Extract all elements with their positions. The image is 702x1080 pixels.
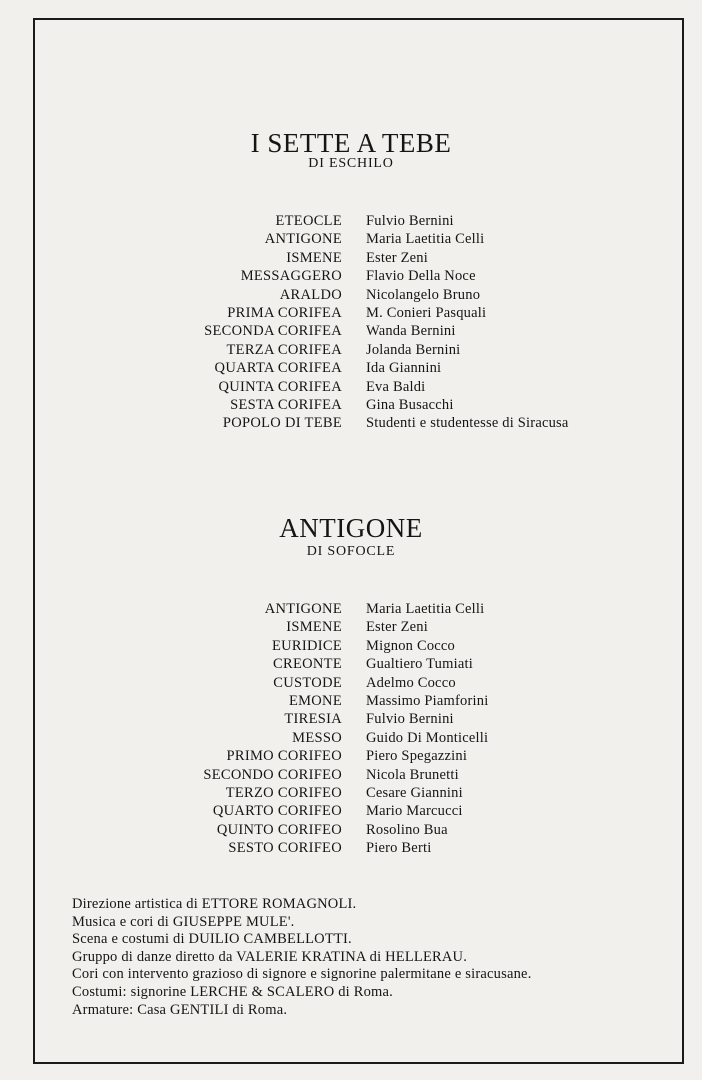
cast-row (0, 618, 702, 636)
performer-name: Mignon Cocco (366, 637, 455, 654)
play-author-eschilo: DI ESCHILO (308, 156, 394, 171)
performer-name: Maria Laetitia Celli (366, 231, 485, 248)
cast-row (0, 729, 702, 747)
performer-name: Wanda Bernini (366, 323, 456, 340)
character-name: ANTIGONE (264, 231, 342, 248)
play-author-sofocle: DI SOFOCLE (306, 544, 396, 559)
character-name: MESSO (292, 729, 342, 746)
performer-name: Adelmo Cocco (366, 674, 456, 691)
performer-name: Flavio Della Noce (366, 268, 476, 285)
character-name: SECONDA CORIFEA (204, 323, 342, 340)
performer-name: Guido Di Monticelli (366, 729, 489, 746)
cast-row (0, 766, 702, 784)
character-name: ARALDO (279, 286, 342, 303)
character-name: EURIDICE (271, 637, 342, 654)
cast-row (0, 784, 702, 802)
performer-name: Piero Berti (366, 840, 432, 857)
performer-name: Nicolangelo Bruno (366, 286, 481, 303)
character-name: PRIMO CORIFEO (226, 748, 342, 765)
character-name: QUARTA CORIFEA (214, 360, 342, 377)
cast-row (0, 821, 702, 839)
credit-line: Direzione artistica di ETTORE ROMAGNOLI. (72, 896, 357, 912)
character-name: CREONTE (273, 656, 342, 673)
character-name: ISMENE (286, 249, 342, 266)
credit-line: Scena e costumi di DUILIO CAMBELLOTTI. (72, 931, 352, 948)
character-name: SECONDO CORIFEO (203, 766, 342, 783)
cast-row (0, 637, 702, 655)
cast-row (0, 802, 702, 820)
character-name: PRIMA CORIFEA (227, 304, 342, 321)
play-title-sette-a-tebe: I SETTE A TEBE (250, 128, 452, 158)
cast-row (0, 359, 702, 377)
performer-name: Piero Spegazzini (366, 748, 468, 765)
character-name: MESSAGGERO (240, 268, 342, 285)
cast-row (0, 414, 702, 432)
character-name: EMONE (288, 692, 342, 709)
performer-name: Rosolino Bua (366, 821, 448, 838)
cast-row (0, 267, 702, 285)
cast-row (0, 692, 702, 710)
credit-line: Musica e cori di GIUSEPPE MULE'. (72, 913, 295, 930)
performer-name: Fulvio Bernini (366, 711, 454, 728)
cast-row (0, 249, 702, 267)
character-name: TERZA CORIFEA (226, 341, 342, 358)
character-name: POPOLO DI TEBE (222, 415, 342, 432)
character-name: ANTIGONE (264, 601, 342, 617)
cast-row (0, 747, 702, 765)
performer-name: Maria Laetitia Celli (366, 601, 485, 617)
cast-row (0, 322, 702, 340)
cast-row (0, 600, 702, 618)
performer-name: Gina Busacchi (366, 396, 454, 413)
cast-row (0, 230, 702, 248)
cast-row (0, 286, 702, 304)
credit-line: Costumi: signorine LERCHE & SCALERO di Roma. (72, 983, 393, 1000)
cast-list-sette-a-tebe (0, 212, 702, 433)
character-name: TIRESIA (284, 711, 342, 728)
performer-name: Ester Zeni (366, 619, 428, 636)
performer-name: Massimo Piamforini (366, 692, 489, 709)
performer-name: Cesare Giannini (366, 784, 463, 801)
performer-name: Mario Marcucci (366, 803, 463, 820)
cast-row (0, 710, 702, 728)
cast-row (0, 341, 702, 359)
performer-name: Nicola Brunetti (366, 766, 459, 783)
performer-name: Ida Giannini (366, 360, 442, 377)
character-name: QUINTA CORIFEA (218, 378, 342, 395)
performer-name: M. Conieri Pasquali (366, 304, 487, 321)
character-name: TERZO CORIFEO (225, 784, 342, 801)
character-name: QUARTO CORIFEO (212, 803, 342, 820)
character-name: ETEOCLE (275, 213, 342, 229)
cast-row (0, 378, 702, 396)
performer-name: Studenti e studentesse di Siracusa (366, 415, 569, 432)
cast-row (0, 304, 702, 322)
credit-line: Armature: Casa GENTILI di Roma. (72, 1001, 288, 1018)
performer-name: Ester Zeni (366, 249, 428, 266)
cast-row (0, 655, 702, 673)
character-name: QUINTO CORIFEO (216, 821, 342, 838)
performer-name: Eva Baldi (366, 378, 426, 395)
credit-line: Gruppo di danze diretto da VALERIE KRATINA di HELLERAU. (72, 948, 468, 965)
cast-row (0, 396, 702, 414)
credit-line: Cori con intervento grazioso di signore e signorine palermitane e siracusane. (72, 966, 532, 983)
cast-row (0, 839, 702, 857)
character-name: ISMENE (286, 619, 342, 636)
character-name: SESTA CORIFEA (230, 396, 342, 413)
performer-name: Jolanda Bernini (366, 341, 461, 358)
character-name: SESTO CORIFEO (228, 840, 342, 857)
play-title-antigone: ANTIGONE (279, 513, 423, 543)
cast-list-antigone (0, 600, 702, 857)
cast-row (0, 674, 702, 692)
performer-name: Fulvio Bernini (366, 213, 454, 229)
cast-row (0, 212, 702, 230)
performer-name: Gualtiero Tumiati (366, 656, 473, 673)
production-credits (72, 896, 672, 1019)
character-name: CUSTODE (273, 674, 342, 691)
